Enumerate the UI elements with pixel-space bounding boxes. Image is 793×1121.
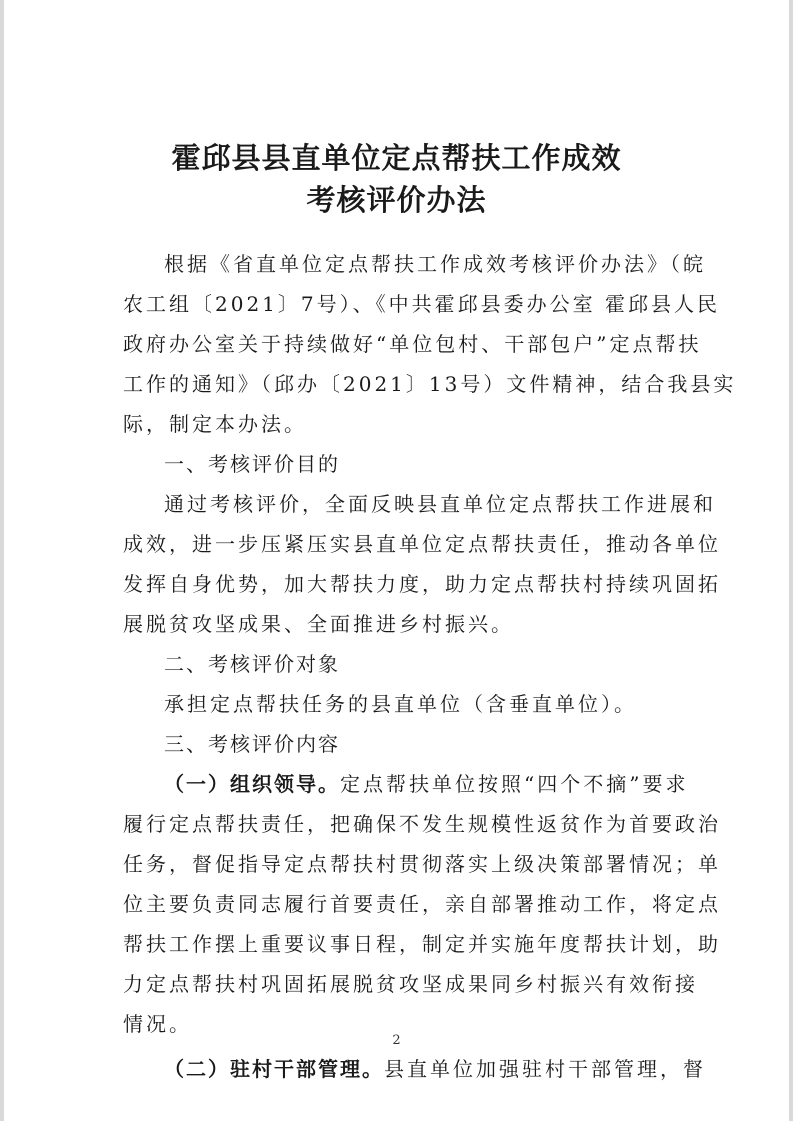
item-1-line-2: 履行定点帮扶责任，把确保不发生规模性返贫作为首要政治: [123, 812, 721, 836]
document-title-line-2: 考核评价办法: [306, 183, 487, 217]
item-1-line-5: 帮扶工作摆上重要议事日程，制定并实施年度帮扶计划，助: [123, 932, 721, 956]
item-2-first-line: [164, 1053, 706, 1082]
section-3-heading: 三、考核评价内容: [164, 732, 340, 756]
item-1-line-6: 力定点帮扶村巩固拓展脱贫攻坚成果同乡村振兴有效衔接: [123, 972, 698, 996]
item-2-first-rest: 县直单位加强驻村干部管理，督: [384, 1057, 706, 1081]
page-number: 2: [392, 1033, 401, 1048]
item-1-first-rest: 定点帮扶单位按照“四个不摘”要求: [340, 772, 689, 796]
intro-line-5: 际，制定本办法。: [123, 412, 307, 436]
intro-line-3: 政府办公室关于持续做好“单位包村、干部包户”定点帮扶: [123, 332, 702, 356]
intro-line-1: 根据《省直单位定点帮扶工作成效考核评价办法》（皖: [164, 252, 706, 276]
section-2-line-1: 承担定点帮扶任务的县直单位（含垂直单位）。: [164, 692, 637, 716]
item-1-first-line: [164, 768, 688, 797]
item-1-line-3: 任务，督促指导定点帮扶村贯彻落实上级决策部署情况；单: [123, 852, 721, 876]
section-1-line-4: 展脱贫攻坚成果、全面推进乡村振兴。: [123, 612, 514, 636]
item-1-line-7: 情况。: [123, 1012, 192, 1036]
section-1-line-1: 通过考核评价，全面反映县直单位定点帮扶工作进展和: [164, 492, 716, 516]
document-title-line-1: 霍邱县县直单位定点帮扶工作成效: [171, 141, 622, 175]
item-1-lead: （一）组织领导。: [164, 772, 340, 796]
intro-line-2: 农工组〔2021〕7号）、《中共霍邱县委办公室 霍邱县人民: [123, 292, 720, 316]
item-2-lead: （二）驻村干部管理。: [164, 1057, 384, 1081]
section-1-line-3: 发挥自身优势，加大帮扶力度，助力定点帮扶村持续巩固拓: [123, 572, 721, 596]
section-1-line-2: 成效，进一步压紧压实县直单位定点帮扶责任，推动各单位: [123, 532, 721, 556]
item-1-line-4: 位主要负责同志履行首要责任，亲自部署推动工作，将定点: [123, 892, 721, 916]
intro-line-4: 工作的通知》（邱办〔2021〕13号）文件精神，结合我县实: [123, 372, 737, 396]
section-1-heading: 一、考核评价目的: [164, 452, 340, 476]
section-2-heading: 二、考核评价对象: [164, 652, 340, 676]
